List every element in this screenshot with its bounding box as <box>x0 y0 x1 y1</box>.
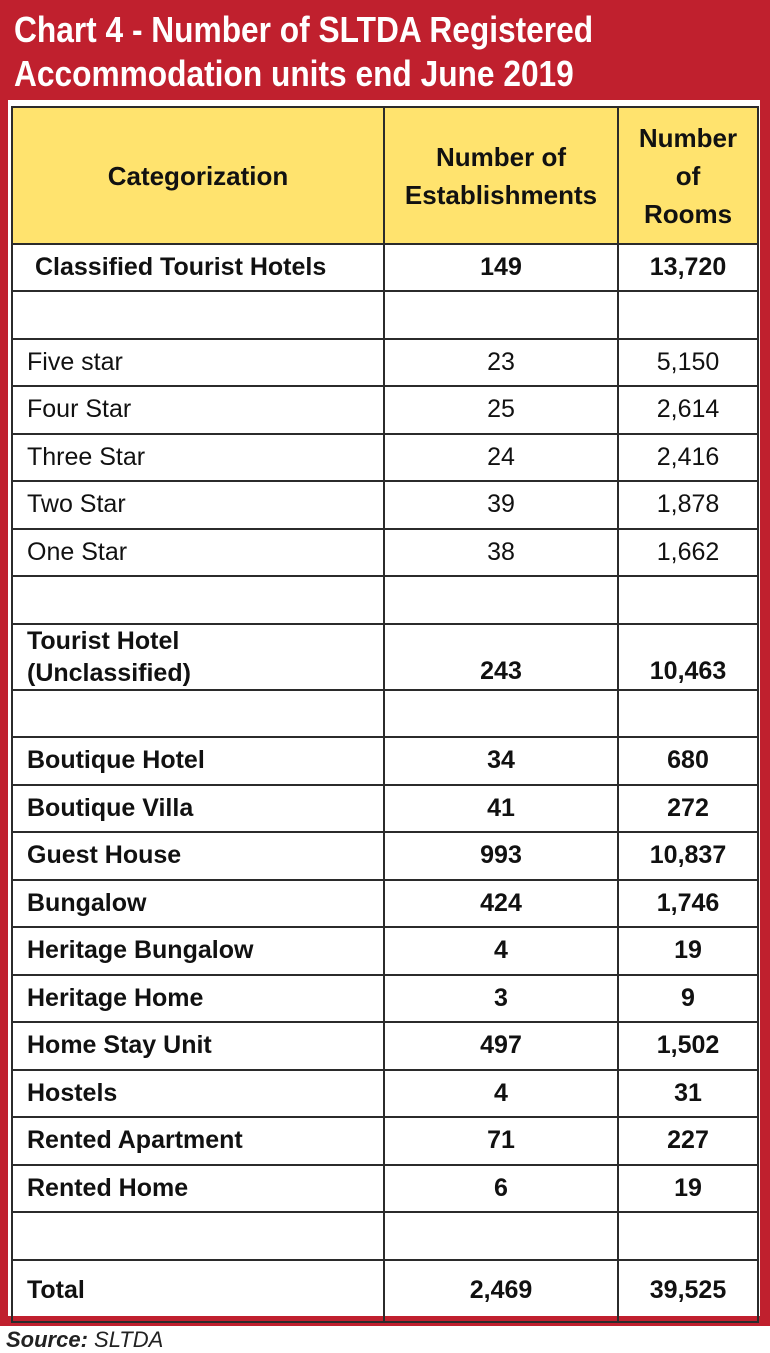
row-rooms: 10,463 <box>618 624 758 690</box>
table-row <box>12 624 758 690</box>
row-establishments: 497 <box>384 1022 618 1070</box>
row-establishments: 25 <box>384 386 618 434</box>
table-row <box>12 529 758 577</box>
table-row <box>12 1022 758 1070</box>
row-establishments: 23 <box>384 339 618 387</box>
blank-row <box>12 291 758 339</box>
blank-row <box>12 690 758 738</box>
row-establishments: 41 <box>384 785 618 833</box>
table-row <box>12 880 758 928</box>
total-establishments: 2,469 <box>384 1260 618 1322</box>
table-row <box>12 832 758 880</box>
row-rooms: 1,746 <box>618 880 758 928</box>
row-category: Home Stay Unit <box>12 1022 384 1070</box>
table-row <box>12 785 758 833</box>
row-rooms: 9 <box>618 975 758 1023</box>
header-rooms-line-1: Number <box>638 122 738 153</box>
table-row <box>12 1165 758 1213</box>
row-rooms: 13,720 <box>618 244 758 291</box>
row-rooms: 1,502 <box>618 1022 758 1070</box>
total-label: Total <box>12 1260 384 1322</box>
total-row <box>12 1260 758 1322</box>
header-rooms-line-2: of <box>675 160 701 191</box>
total-rooms: 39,525 <box>618 1260 758 1322</box>
row-establishments: 993 <box>384 832 618 880</box>
table-row <box>12 386 758 434</box>
accommodation-table <box>11 106 759 1323</box>
row-rooms: 19 <box>618 927 758 975</box>
table-row <box>12 975 758 1023</box>
table-row <box>12 927 758 975</box>
row-category: One Star <box>12 529 384 577</box>
chart-title <box>14 8 670 96</box>
chart-title-line-2: Accommodation units end June 2019 <box>14 53 574 94</box>
row-category: Rented Home <box>12 1165 384 1213</box>
header-establishments-line-1: Number of <box>436 141 566 172</box>
row-rooms: 31 <box>618 1070 758 1118</box>
row-rooms: 1,878 <box>618 481 758 529</box>
row-establishments: 39 <box>384 481 618 529</box>
row-category-line-2: (Unclassified) <box>27 658 191 687</box>
row-rooms: 2,614 <box>618 386 758 434</box>
row-category: Four Star <box>12 386 384 434</box>
header-categorization: Categorization <box>12 107 384 244</box>
table-row <box>12 737 758 785</box>
row-rooms: 1,662 <box>618 529 758 577</box>
row-category: Boutique Hotel <box>12 737 384 785</box>
blank-row <box>12 1212 758 1260</box>
table-row <box>12 244 758 291</box>
row-category: Two Star <box>12 481 384 529</box>
table-panel <box>8 100 760 1316</box>
row-rooms: 2,416 <box>618 434 758 482</box>
row-establishments: 38 <box>384 529 618 577</box>
table-row <box>12 434 758 482</box>
row-establishments: 149 <box>384 244 618 291</box>
table-row <box>12 1117 758 1165</box>
table-row <box>12 1070 758 1118</box>
row-rooms: 5,150 <box>618 339 758 387</box>
row-category: Rented Apartment <box>12 1117 384 1165</box>
row-establishments: 6 <box>384 1165 618 1213</box>
header-rooms <box>618 107 758 244</box>
chart-title-line-1: Chart 4 - Number of SLTDA Registered <box>14 9 594 50</box>
row-category: Hostels <box>12 1070 384 1118</box>
blank-row <box>12 576 758 624</box>
row-rooms: 19 <box>618 1165 758 1213</box>
row-establishments: 71 <box>384 1117 618 1165</box>
source-note <box>6 1327 163 1353</box>
header-rooms-line-3: Rooms <box>643 198 733 229</box>
row-category: Classified Tourist Hotels <box>12 244 384 291</box>
row-establishments: 4 <box>384 1070 618 1118</box>
header-row <box>12 107 758 244</box>
row-category: Five star <box>12 339 384 387</box>
row-category: Heritage Bungalow <box>12 927 384 975</box>
row-category: Guest House <box>12 832 384 880</box>
row-category: Boutique Villa <box>12 785 384 833</box>
row-category: Bungalow <box>12 880 384 928</box>
table-row <box>12 481 758 529</box>
row-establishments: 4 <box>384 927 618 975</box>
row-establishments: 424 <box>384 880 618 928</box>
row-category: Heritage Home <box>12 975 384 1023</box>
row-establishments: 24 <box>384 434 618 482</box>
source-label: Source: <box>6 1327 88 1352</box>
table-row <box>12 339 758 387</box>
header-establishments <box>384 107 618 244</box>
row-category: Three Star <box>12 434 384 482</box>
row-rooms: 10,837 <box>618 832 758 880</box>
row-establishments: 34 <box>384 737 618 785</box>
row-category <box>12 624 384 690</box>
header-establishments-line-2: Establishments <box>404 179 598 210</box>
row-rooms: 680 <box>618 737 758 785</box>
row-establishments: 3 <box>384 975 618 1023</box>
row-rooms: 227 <box>618 1117 758 1165</box>
row-rooms: 272 <box>618 785 758 833</box>
source-value: SLTDA <box>87 1327 164 1352</box>
row-category-line-1: Tourist Hotel <box>27 626 180 655</box>
row-establishments: 243 <box>384 624 618 690</box>
